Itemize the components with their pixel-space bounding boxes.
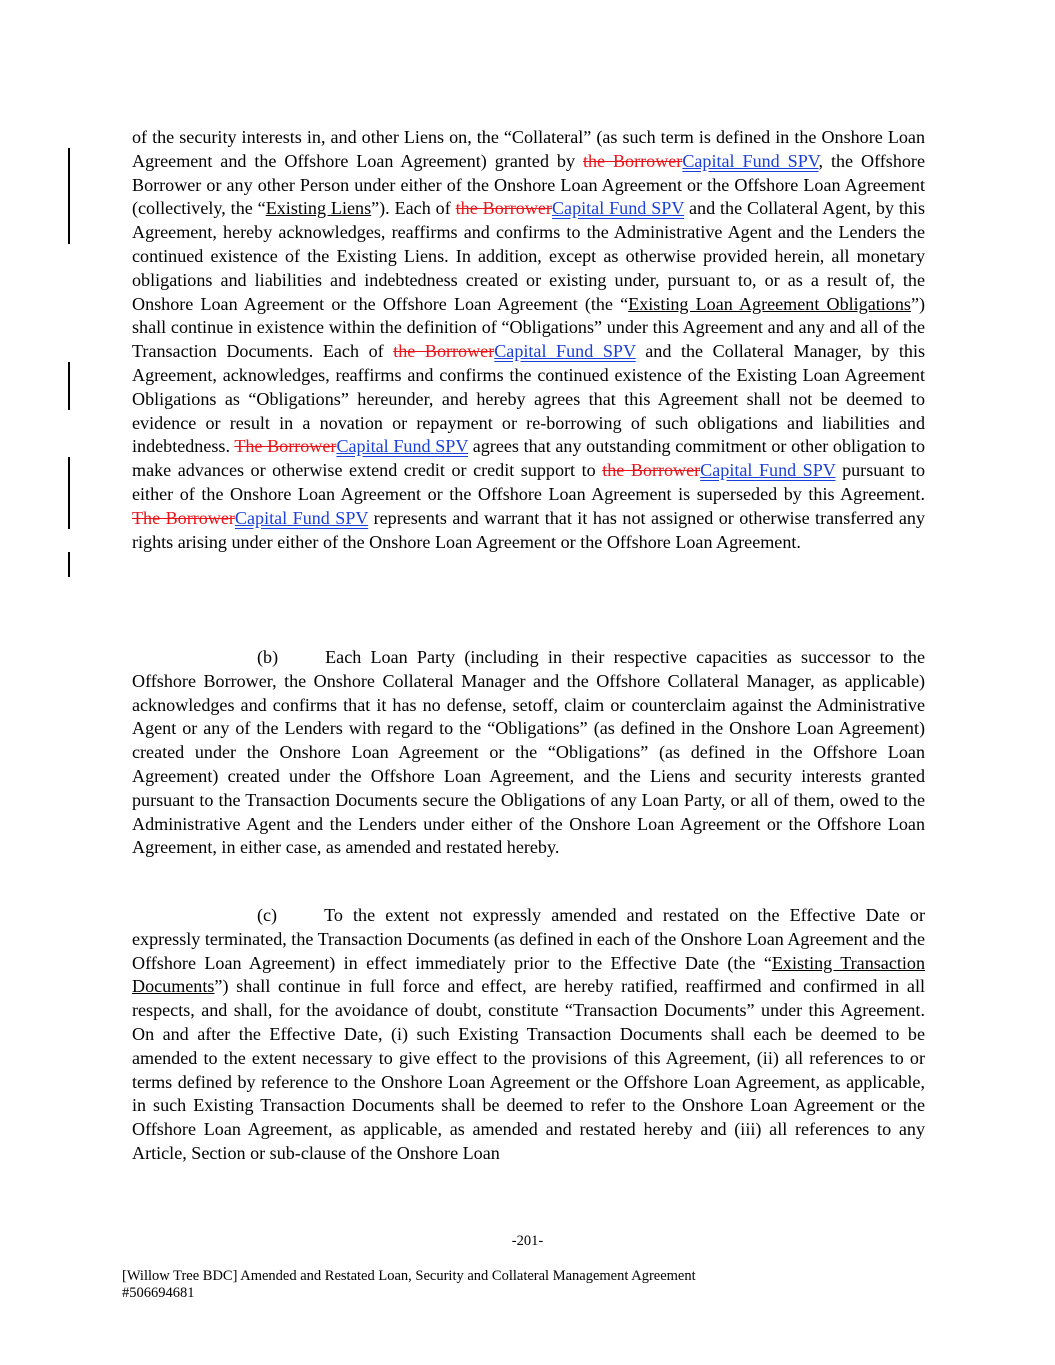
inserted-text: Capital Fund SPV <box>494 341 636 362</box>
deleted-text: the Borrower <box>582 150 683 171</box>
paragraph-a <box>132 126 925 554</box>
clause-label: (c) <box>257 905 278 925</box>
change-bar <box>68 148 70 244</box>
footer-title: [Willow Tree BDC] Amended and Restated Loan, Security and Collateral Management Agreement <box>122 1268 696 1284</box>
text-run: ”). Each of <box>371 198 456 219</box>
clause-label: (b) <box>257 647 279 667</box>
deleted-text: The Borrower <box>234 436 337 457</box>
inserted-text: Capital Fund SPV <box>700 460 836 481</box>
deleted-text: the Borrower <box>455 198 552 219</box>
inserted-text: Capital Fund SPV <box>336 436 469 457</box>
defined-term: Existing Liens <box>265 198 372 219</box>
change-bar <box>68 552 70 577</box>
paragraph-c <box>132 904 925 1166</box>
text-run: and the Collateral Agent, by this Agreement, hereby acknowledges, reaffirms and confirms to the Administrative Agent and the Lenders the continued existence of the Existing Liens. In addition, except as otherwise provided herein, all monetary obligations and liabilities and indebtedness created or existing under, pursuant to, or as a result of, the Onshore Loan Agreement or the Offshore Loan Agreement (the “ <box>132 198 926 314</box>
inserted-text: Capital Fund SPV <box>682 150 819 171</box>
inserted-text: Capital Fund SPV <box>234 507 369 528</box>
text-run: and the Collateral Manager, by this Agreement, acknowledges, reaffirms and confirms the continued existence of the Existing Loan Agreement Obligations as “Obligations” hereunder, and hereby agrees that this Agreement shall not be deemed to evidence or result in a novation or repayment or re-borrowing of such obligations and liabilities and indebtedness. <box>132 341 926 457</box>
page-number: -201- <box>511 1233 544 1249</box>
inserted-text: Capital Fund SPV <box>551 198 685 219</box>
deleted-text: the Borrower <box>602 460 701 481</box>
text-run: ”) shall continue in full force and effect, are hereby ratified, reaffirmed and confirmed in all respects, and shall, for the avoidance of doubt, constitute “Transaction Documents” under this Agreement. On and after the Effective Date, (i) such Existing Transaction Documents shall each be deemed to be amended to the extent necessary to give effect to the provisions of this Agreement, (ii) all references to or terms defined by reference to the Onshore Loan Agreement or the Offshore Loan Agreement, as applicable, in such Existing Transaction Documents shall be deemed to refer to the Onshore Loan Agreement or the Offshore Loan Agreement, as applicable, as amended and restated hereby and (iii) all references to any Article, Section or sub-clause of the Onshore Loan <box>132 976 925 1163</box>
text-run: To the extent not expressly amended and restated on the Effective Date or expressly terminated, the Transaction Documents (as defined in each of the Onshore Loan Agreement and the Offshore Loan Agreement) in effect immediately prior to the Effective Date (the “ <box>132 905 925 973</box>
deleted-text: the Borrower <box>393 341 495 362</box>
text-run: represents and warrant that it has not assigned or otherwise transferred any rights arising under either of the Onshore Loan Agreement or the Offshore Loan Agreement. <box>132 507 925 552</box>
change-bar <box>68 457 70 529</box>
text-run: ”) shall continue in existence within the definition of “Obligations” under this Agreement and any and all of the Transaction Documents. Each of <box>132 293 925 362</box>
change-bar <box>68 362 70 410</box>
defined-term: Existing Loan Agreement Obligations <box>628 293 911 314</box>
text-run: , the Offshore Borrower or any other Person under either of the Onshore Loan Agreement or the Offshore Loan Agreement (collectively, the “ <box>132 150 925 219</box>
text-run: Each Loan Party (including in their respective capacities as successor to the Offshore Borrower, the Onshore Collateral Manager and the Offshore Collateral Manager, as applicable) acknowledges and confirms that it has no defense, setoff, claim or counterclaim against the Administrative Agent or any of the Lenders with regard to the “Obligations” (as defined in the Onshore Loan Agreement) created under the Onshore Loan Agreement or the “Obligations” (as defined in the Offshore Loan Agreement) created under the Offshore Loan Agreement, and the Liens and security interests granted pursuant to the Transaction Documents secure the Obligations of any Loan Party, or all of them, owed to the Administrative Agent and the Lenders under either of the Onshore Loan Agreement or the Offshore Loan Agreement, in either case, as amended and restated hereby. <box>132 647 925 858</box>
paragraph-b <box>132 646 925 860</box>
text-run: agrees that any outstanding commitment or other obligation to make advances or otherwise extend credit or credit support to <box>132 436 925 481</box>
deleted-text: The Borrower <box>132 507 235 528</box>
footer <box>122 1268 696 1302</box>
footer-doc-id: #506694681 <box>122 1285 195 1301</box>
text-run: of the security interests in, and other Liens on, the “Collateral” (as such term is defined in the Onshore Loan Agreement and the Offshore Loan Agreement) granted by <box>132 127 925 171</box>
text-run: pursuant to either of the Onshore Loan Agreement or the Offshore Loan Agreement is superseded by this Agreement. <box>132 460 926 504</box>
defined-term: Existing Transaction Documents <box>132 952 925 997</box>
